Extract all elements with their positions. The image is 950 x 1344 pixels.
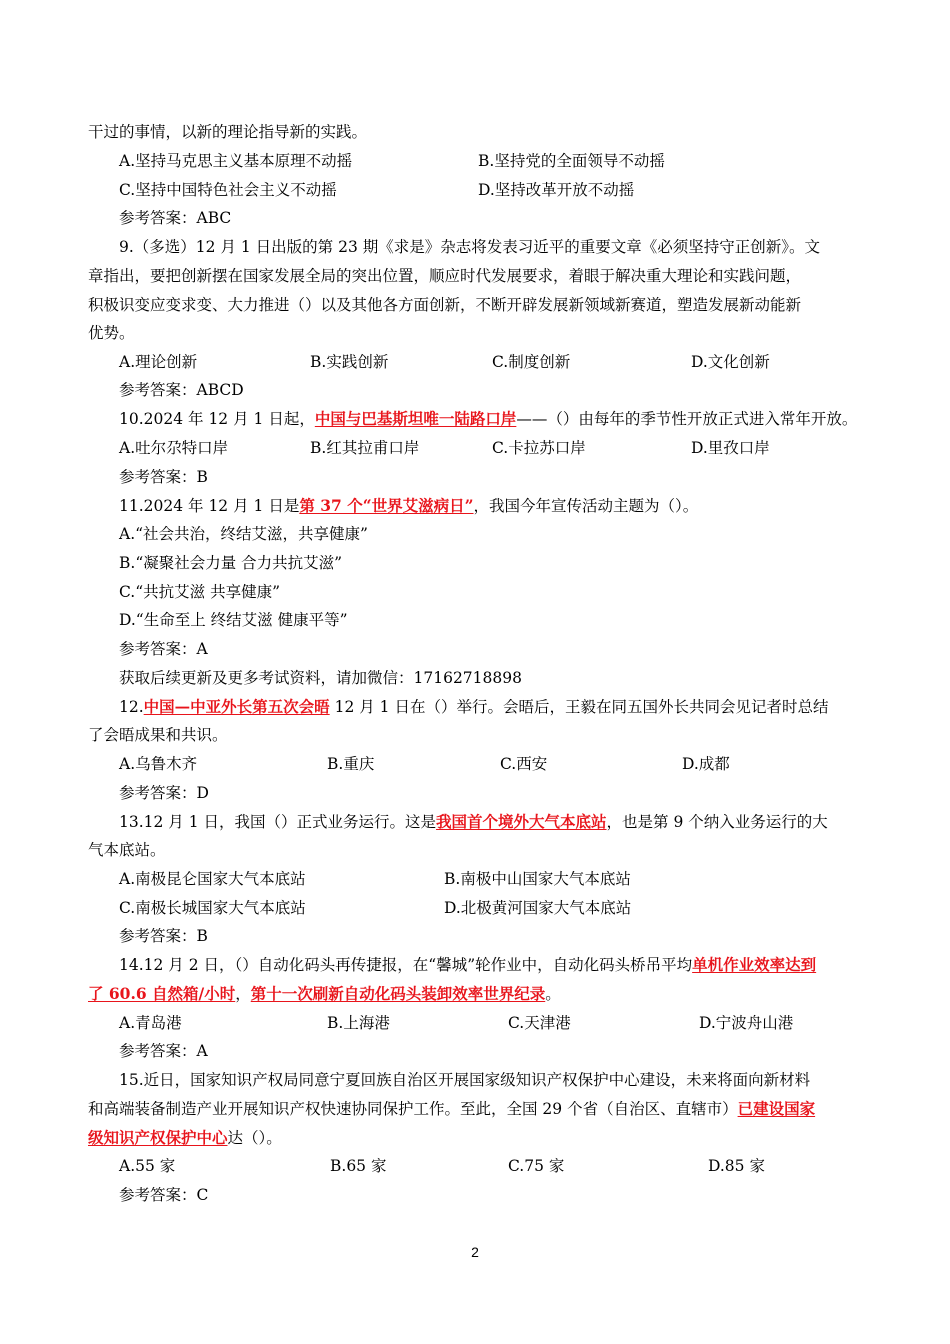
highlight-text: 第 37 个“世界艾滋病日” bbox=[299, 496, 474, 515]
highlight-text: 单机作业效率达到 bbox=[692, 955, 817, 974]
answer-line: 参考答案：B bbox=[119, 468, 208, 486]
option-d: D.北极黄河国家大气本底站 bbox=[444, 899, 632, 917]
option-b: B.重庆 bbox=[327, 755, 375, 773]
option-d: D.里孜口岸 bbox=[691, 439, 770, 457]
option-d: D.宁波舟山港 bbox=[699, 1014, 794, 1032]
answer-line: 参考答案：ABCD bbox=[119, 381, 244, 399]
question-15: 15.近日，国家知识产权局同意宁夏回族自治区开展国家级知识产权保护中心建设，未来将面向新材料 bbox=[119, 1071, 811, 1089]
highlight-text: 中国—中亚外长第五次会晤 bbox=[143, 697, 330, 716]
option-d: D.85 家 bbox=[708, 1157, 765, 1175]
option-d: D.文化创新 bbox=[691, 353, 770, 371]
question-9-line-3: 积极识变应变求变、大力推进（）以及其他各方面创新，不断开辟发展新领域新赛道，塑造发展新动能新 bbox=[88, 296, 802, 314]
question-text: 13.12 月 1 日，我国（）正式业务运行。这是 bbox=[119, 813, 437, 831]
highlight-text: 第十一次刷新自动化码头装卸效率世界纪录 bbox=[250, 984, 546, 1003]
option-c: C.西安 bbox=[500, 755, 548, 773]
option-d: D.成都 bbox=[682, 755, 730, 773]
question-10 bbox=[119, 408, 857, 430]
option-b: B.“凝聚社会力量 合力共抗艾滋” bbox=[119, 554, 343, 572]
option-c: C.75 家 bbox=[508, 1157, 565, 1175]
question-text: ——（）由每年的季节性开放正式进入常年开放。 bbox=[516, 410, 858, 428]
option-a: A.理论创新 bbox=[119, 353, 198, 371]
question-12-line-2: 了会晤成果和共识。 bbox=[88, 726, 228, 744]
option-a: A.乌鲁木齐 bbox=[119, 755, 198, 773]
question-text: 14.12 月 2 日，（）自动化码头再传捷报，在“馨城”轮作业中，自动化码头桥吊平均 bbox=[119, 956, 693, 974]
question-12 bbox=[119, 696, 828, 718]
question-11 bbox=[119, 495, 698, 517]
highlight-text: 级知识产权保护中心 bbox=[88, 1128, 228, 1147]
question-9: 9.（多选）12 月 1 日出版的第 23 期《求是》杂志将发表习近平的重要文章《必须坚持守正创新》。文 bbox=[119, 238, 820, 256]
highlight-text: 已建设国家 bbox=[737, 1099, 816, 1118]
question-text: ， bbox=[235, 985, 251, 1003]
option-a: A.吐尔尕特口岸 bbox=[119, 439, 229, 457]
question-15-line-3 bbox=[88, 1127, 282, 1149]
paragraph-line: 干过的事情，以新的理论指导新的实践。 bbox=[88, 123, 368, 141]
question-text: ，也是第 9 个纳入业务运行的大 bbox=[606, 813, 828, 831]
question-13-line-2: 气本底站。 bbox=[88, 841, 166, 859]
question-text: 。 bbox=[545, 985, 561, 1003]
option-b: B.上海港 bbox=[327, 1014, 390, 1032]
question-9-line-4: 优势。 bbox=[88, 324, 135, 342]
option-b: B.红其拉甫口岸 bbox=[310, 439, 420, 457]
question-text: 12. bbox=[119, 698, 144, 716]
answer-line: 参考答案：B bbox=[119, 927, 208, 945]
question-text: 10.2024 年 12 月 1 日起， bbox=[119, 410, 315, 428]
question-13 bbox=[119, 811, 828, 833]
highlight-text: 我国首个境外大气本底站 bbox=[436, 812, 607, 831]
question-15-line-2 bbox=[88, 1098, 815, 1120]
question-text: ，我国今年宣传活动主题为（）。 bbox=[473, 497, 699, 515]
option-c: C.制度创新 bbox=[492, 353, 571, 371]
option-a: A.南极昆仑国家大气本底站 bbox=[119, 870, 306, 888]
highlight-text: 中国与巴基斯坦唯一陆路口岸 bbox=[314, 409, 517, 428]
option-c: C.坚持中国特色社会主义不动摇 bbox=[119, 181, 337, 199]
option-a: A.青岛港 bbox=[119, 1014, 182, 1032]
option-a: A.“社会共治，终结艾滋，共享健康” bbox=[119, 525, 368, 543]
option-a: A.坚持马克思主义基本原理不动摇 bbox=[119, 152, 353, 170]
page-number: 2 bbox=[471, 1244, 479, 1260]
promo-line: 获取后续更新及更多考试资料，请加微信：17162718898 bbox=[119, 669, 522, 687]
option-c: C.南极长城国家大气本底站 bbox=[119, 899, 306, 917]
option-d: D.坚持改革开放不动摇 bbox=[478, 181, 635, 199]
answer-line: 参考答案：D bbox=[119, 784, 209, 802]
answer-line: 参考答案：C bbox=[119, 1186, 209, 1204]
option-b: B.南极中山国家大气本底站 bbox=[444, 870, 631, 888]
answer-line: 参考答案：A bbox=[119, 640, 208, 658]
option-c: C.“共抗艾滋 共享健康” bbox=[119, 583, 281, 601]
option-c: C.天津港 bbox=[508, 1014, 571, 1032]
option-b: B.实践创新 bbox=[310, 353, 389, 371]
question-text: 12 月 1 日在（）举行。会晤后，王毅在同五国外长共同会见记者时总结 bbox=[329, 698, 829, 716]
option-c: C.卡拉苏口岸 bbox=[492, 439, 586, 457]
option-b: B.坚持党的全面领导不动摇 bbox=[478, 152, 665, 170]
highlight-text: 了 60.6 自然箱/小时 bbox=[88, 984, 236, 1003]
answer-line: 参考答案：A bbox=[119, 1042, 208, 1060]
question-14 bbox=[119, 954, 816, 976]
question-14-line-2 bbox=[88, 983, 561, 1005]
answer-line: 参考答案：ABC bbox=[119, 209, 232, 227]
option-b: B.65 家 bbox=[330, 1157, 387, 1175]
option-a: A.55 家 bbox=[119, 1157, 176, 1175]
question-text: 11.2024 年 12 月 1 日是 bbox=[119, 497, 300, 515]
question-text: 达（）。 bbox=[227, 1129, 282, 1147]
question-text: 和高端装备制造产业开展知识产权快速协同保护工作。至此，全国 29 个省（自治区、直辖市） bbox=[88, 1100, 738, 1118]
option-d: D.“生命至上 终结艾滋 健康平等” bbox=[119, 611, 348, 629]
question-9-line-2: 章指出，要把创新摆在国家发展全局的突出位置，顺应时代发展要求，着眼于解决重大理论和实践问题， bbox=[88, 267, 802, 285]
